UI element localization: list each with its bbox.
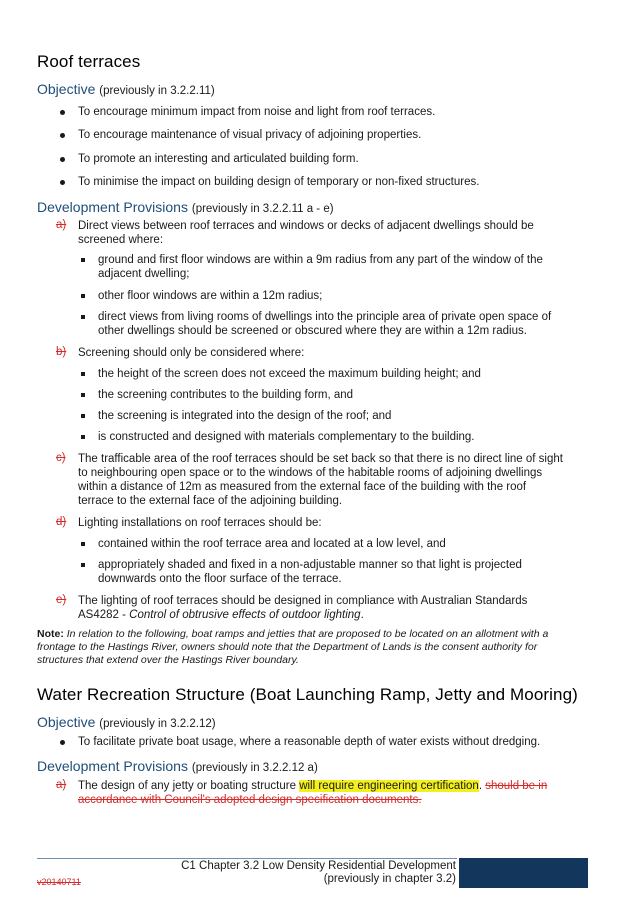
- deleted-text: should be in: [485, 780, 548, 792]
- footer-version: v20140711: [37, 877, 81, 887]
- objective-item: To promote an interesting and articulated building form.: [78, 153, 359, 165]
- footer-color-block: [459, 858, 588, 888]
- note-line: frontage to the Hastings River, owners should note that the Department of Lands is the consent authority for: [37, 641, 538, 653]
- square-bullet-icon: [81, 542, 85, 546]
- sub-item: appropriately shaded and fixed in a non-adjustable manner so that light is projected: [98, 559, 522, 571]
- sub-item: direct views from living rooms of dwellings into the principle area of private open space of: [98, 311, 552, 323]
- provision-c-line: terrace to the external face of the adjoining building.: [78, 495, 343, 507]
- provision-marker-a: a): [56, 779, 67, 791]
- objective-heading: [37, 714, 216, 730]
- objective-label: Objective: [37, 714, 96, 730]
- standard-code: AS4282 -: [78, 609, 130, 621]
- square-bullet-icon: [81, 563, 85, 567]
- square-bullet-icon: [81, 294, 85, 298]
- note-text: In relation to the following, boat ramps and jetties that are proposed to be located on an allotment with a: [66, 628, 549, 640]
- provision-a-line: [78, 779, 547, 794]
- provision-marker-b: b): [56, 346, 67, 358]
- sub-item: ground and first floor windows are within a 9m radius from any part of the window of the: [98, 254, 543, 266]
- footer-chapter-note: (previously in chapter 3.2): [323, 873, 456, 885]
- section-title-water-recreation: Water Recreation Structure (Boat Launching Ramp, Jetty and Mooring): [37, 685, 578, 704]
- provision-c-line: The trafficable area of the roof terraces should be set back so that there is no direct line of sight: [78, 453, 563, 465]
- provision-e-line: The lighting of roof terraces should be designed in compliance with Australian Standards: [78, 595, 528, 607]
- sub-item: the screening is integrated into the design of the roof; and: [98, 410, 392, 422]
- provision-d-line: Lighting installations on roof terraces should be:: [78, 517, 322, 529]
- square-bullet-icon: [81, 435, 85, 439]
- punctuation: .: [360, 609, 364, 621]
- provision-text: .: [478, 780, 486, 792]
- provisions-label: Development Provisions: [37, 199, 188, 215]
- provision-text: The design of any jetty or boating structure: [78, 780, 300, 792]
- objective-heading: [37, 81, 215, 97]
- objective-item: To minimise the impact on building design of temporary or non-fixed structures.: [78, 176, 480, 188]
- square-bullet-icon: [81, 393, 85, 397]
- sub-item: downwards onto the floor surface of the terrace.: [98, 573, 342, 585]
- provisions-heading: [37, 199, 334, 215]
- provision-b-line: Screening should only be considered where:: [78, 347, 305, 359]
- provision-marker-d: d): [56, 516, 67, 528]
- bullet-icon: [60, 180, 65, 185]
- sub-item: other dwellings should be screened or obscured where they are within a 12m radius.: [98, 325, 527, 337]
- objective-item: To encourage maintenance of visual privacy of adjoining properties.: [78, 129, 422, 141]
- bullet-icon: [60, 740, 65, 745]
- section-title-roof-terraces: Roof terraces: [37, 52, 141, 71]
- square-bullet-icon: [81, 315, 85, 319]
- provisions-label: Development Provisions: [37, 758, 188, 774]
- provision-a-line: Direct views between roof terraces and windows or decks of adjacent dwellings should be: [78, 220, 534, 232]
- bullet-icon: [60, 110, 65, 115]
- sub-item: the screening contributes to the building form, and: [98, 389, 354, 401]
- standard-title: Control of obtrusive effects of outdoor lighting: [129, 609, 361, 621]
- provision-c-line: to neighbouring open space or to the windows of the habitable rooms of adjoining dwellings: [78, 467, 543, 479]
- objective-item: To facilitate private boat usage, where a reasonable depth of water exists without dredging.: [78, 736, 541, 748]
- objective-note: (previously in 3.2.2.12): [99, 718, 216, 730]
- objective-item: To encourage minimum impact from noise and light from roof terraces.: [78, 106, 436, 118]
- objective-note: (previously in 3.2.2.11): [99, 85, 215, 97]
- sub-item: adjacent dwelling;: [98, 268, 190, 280]
- sub-item: is constructed and designed with materials complementary to the building.: [98, 431, 475, 443]
- provision-marker-c: c): [56, 452, 66, 464]
- square-bullet-icon: [81, 372, 85, 376]
- provisions-note: (previously in 3.2.2.12 a): [191, 762, 318, 774]
- footer-rule: [37, 858, 457, 859]
- note-label: Note:: [37, 628, 64, 640]
- provision-marker-e: e): [56, 594, 67, 606]
- square-bullet-icon: [81, 258, 85, 262]
- highlighted-insertion: will require engineering certification: [299, 780, 479, 792]
- objective-label: Objective: [37, 81, 96, 97]
- provisions-note: (previously in 3.2.2.11 a - e): [191, 203, 334, 215]
- sub-item: the height of the screen does not exceed the maximum building height; and: [98, 368, 481, 380]
- bullet-icon: [60, 133, 65, 138]
- note-line: [37, 628, 548, 641]
- sub-item: contained within the roof terrace area and located at a low level, and: [98, 538, 446, 550]
- deleted-text: accordance with Council's adopted design specification documents.: [78, 794, 422, 806]
- provision-c-line: within a distance of 12m as measured from the external face of the building with the roof: [78, 481, 527, 493]
- footer-chapter-title: C1 Chapter 3.2 Low Density Residential Development: [181, 860, 456, 872]
- bullet-icon: [60, 157, 65, 162]
- square-bullet-icon: [81, 414, 85, 418]
- sub-item: other floor windows are within a 12m radius;: [98, 290, 323, 302]
- provision-e-line: [78, 608, 364, 623]
- provision-marker-a: a): [56, 219, 67, 231]
- note-line: structures that extend over the Hastings River boundary.: [37, 654, 299, 666]
- provisions-heading: [37, 758, 318, 774]
- provision-a-line: screened where:: [78, 234, 164, 246]
